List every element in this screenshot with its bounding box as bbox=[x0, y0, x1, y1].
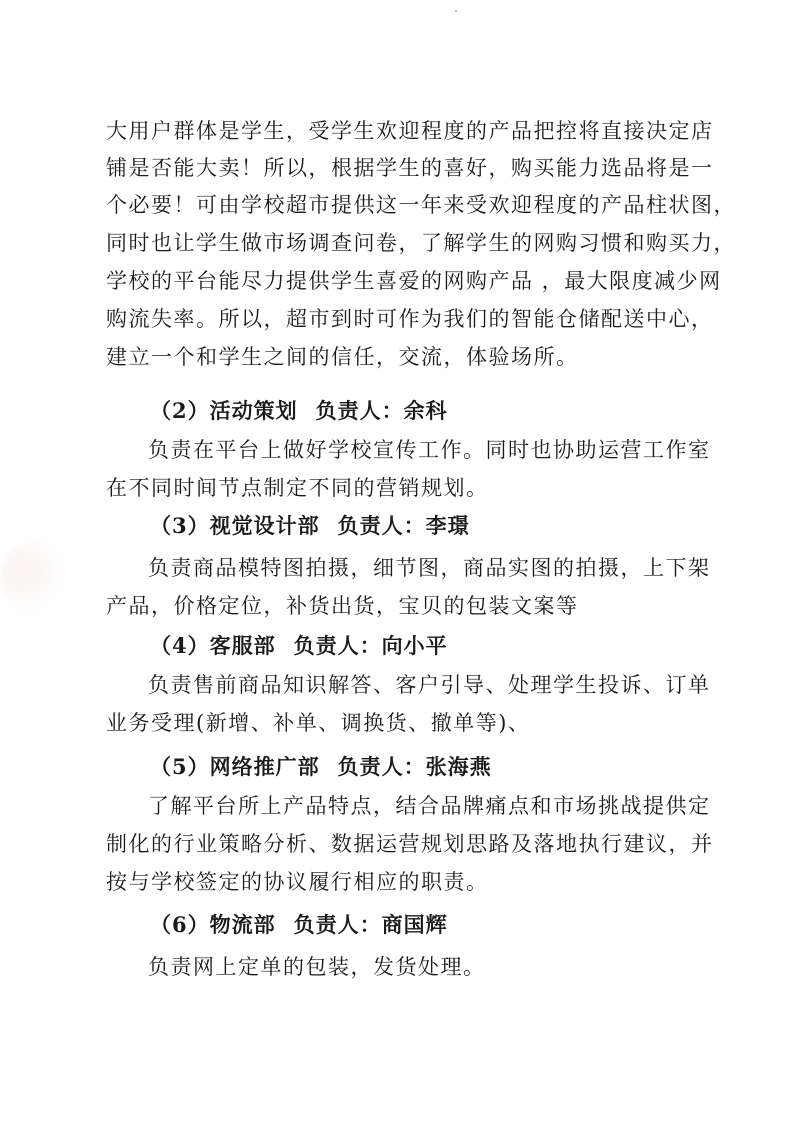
section-title: （6）物流部 bbox=[150, 912, 276, 937]
section-line: 负责网上定单的包装，发货处理。 bbox=[148, 955, 486, 979]
section-line: 制化的行业策略分析、数据运营规划思路及落地执行建议，并 bbox=[106, 832, 714, 856]
section-heading bbox=[150, 396, 448, 426]
section-title: （5）网络推广部 bbox=[150, 754, 320, 779]
section-heading bbox=[150, 910, 448, 940]
section-title: （4）客服部 bbox=[150, 633, 276, 658]
section-owner: 负责人：李璟 bbox=[337, 513, 470, 538]
scan-mark bbox=[455, 10, 457, 12]
section-title: （2）活动策划 bbox=[150, 398, 298, 423]
body-line: 个必要！可由学校超市提供这一年来受欢迎程度的产品柱状图， bbox=[106, 193, 736, 217]
section-owner: 负责人：余科 bbox=[315, 398, 448, 423]
section-line: 负责商品模特图拍摄，细节图，商品实图的拍摄，上下架 bbox=[148, 556, 711, 580]
section-line: 业务受理(新增、补单、调换货、撤单等)、 bbox=[106, 711, 531, 735]
section-line: 在不同时间节点制定不同的营销规划。 bbox=[106, 476, 489, 500]
section-owner: 负责人：商国辉 bbox=[293, 912, 448, 937]
section-line: 按与学校签定的协议履行相应的职责。 bbox=[106, 870, 489, 894]
section-heading bbox=[150, 752, 492, 782]
body-line: 建立一个和学生之间的信任，交流，体验场所。 bbox=[106, 345, 579, 369]
section-heading bbox=[150, 511, 470, 541]
section-line: 产品，价格定位，补货出货，宝贝的包装文案等 bbox=[106, 594, 579, 618]
faded-stamp bbox=[0, 540, 72, 620]
section-line: 负责在平台上做好学校宣传工作。同时也协助运营工作室 bbox=[148, 438, 711, 462]
section-title: （3）视觉设计部 bbox=[150, 513, 320, 538]
body-line: 学校的平台能尽力提供学生喜爱的网购产品 ，最大限度减少网 bbox=[106, 269, 722, 293]
section-line: 了解平台所上产品特点，结合品牌痛点和市场挑战提供定 bbox=[148, 794, 711, 818]
section-owner: 负责人：张海燕 bbox=[337, 754, 492, 779]
body-line: 铺是否能大卖！所以，根据学生的喜好，购买能力选品将是一 bbox=[106, 156, 714, 180]
section-owner: 负责人：向小平 bbox=[293, 633, 448, 658]
section-line: 负责售前商品知识解答、客户引导、处理学生投诉、订单 bbox=[148, 673, 711, 697]
body-line: 购流失率。所以，超市到时可作为我们的智能仓储配送中心， bbox=[106, 307, 714, 331]
body-line: 同时也让学生做市场调查问卷，了解学生的网购习惯和购买力， bbox=[106, 231, 736, 255]
body-line: 大用户群体是学生，受学生欢迎程度的产品把控将直接决定店 bbox=[106, 119, 714, 143]
section-heading bbox=[150, 631, 448, 661]
